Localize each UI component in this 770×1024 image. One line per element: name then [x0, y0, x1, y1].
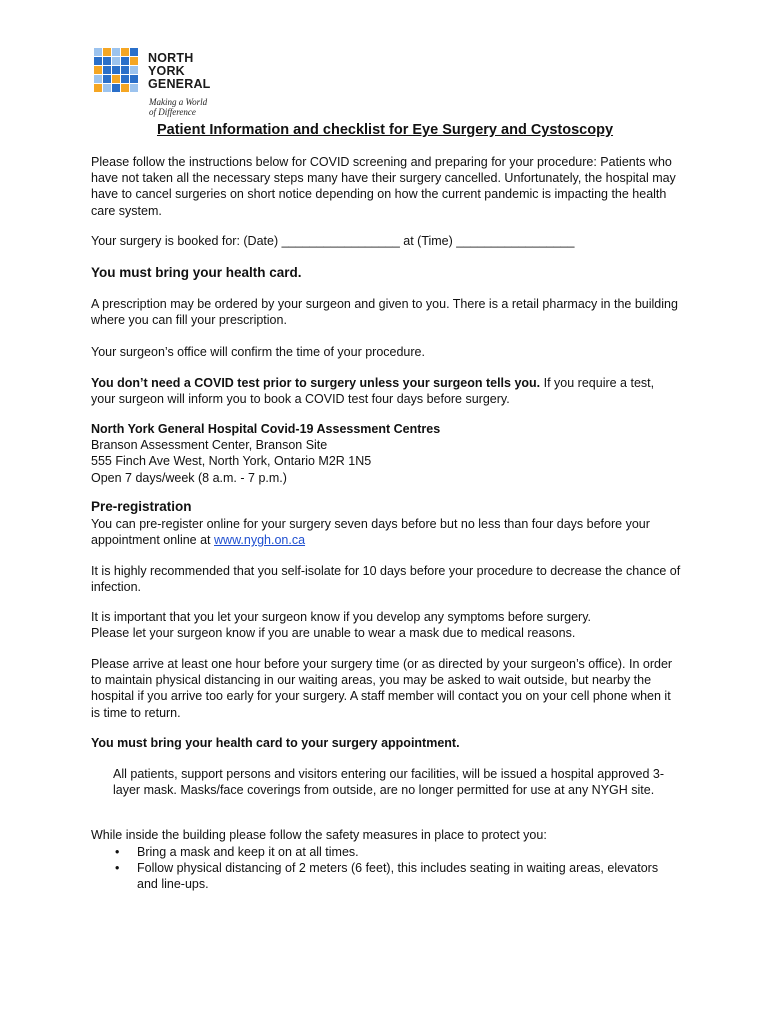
assessment-line: Open 7 days/week (8 a.m. - 7 p.m.)	[91, 470, 287, 485]
health-card-heading: You must bring your health card.	[91, 265, 302, 280]
logo-name-line: GENERAL	[148, 77, 211, 91]
arrival-paragraph: Please arrive at least one hour before your surgery time (or as directed by your surgeon’s office). In order to maintain physical distancing in our waiting areas, you may be asked to wait outside, but nearby the hospital if you arrive too early for your surgery. A staff member will contact you on your cell phone when it is time to return.	[91, 657, 673, 720]
assessment-line: Branson Assessment Center, Branson Site	[91, 438, 328, 453]
logo-name-line: YORK	[148, 64, 185, 78]
symptoms-paragraph	[91, 609, 681, 641]
covid-test-bold: You don’t need a COVID test prior to surgery unless your surgeon tells you.	[91, 376, 541, 390]
list-item	[91, 844, 681, 860]
logo-tagline	[149, 98, 207, 117]
health-card-appointment: You must bring your health card to your surgery appointment.	[91, 736, 460, 750]
assessment-line: 555 Finch Ave West, North York, Ontario M2R 1N5	[91, 454, 372, 469]
logo-mark-icon	[94, 48, 138, 92]
logo-name-line: NORTH	[148, 51, 194, 65]
list-item	[91, 860, 681, 892]
preregistration-heading: Pre-registration	[91, 499, 192, 514]
bullet-icon: •	[115, 861, 120, 876]
logo-tagline-line: of Difference	[149, 106, 196, 117]
self-isolate-paragraph: It is highly recommended that you self-isolate for 10 days before your procedure to decrease the chance of infection.	[91, 564, 681, 595]
confirm-time-paragraph: Your surgeon’s office will confirm the time of your procedure.	[91, 345, 425, 359]
bullet-text: Bring a mask and keep it on at all times.	[137, 845, 359, 859]
assessment-centres	[91, 421, 681, 486]
assessment-heading: North York General Hospital Covid-19 Assessment Centres	[91, 422, 441, 436]
mask-policy-paragraph: All patients, support persons and visitors entering our facilities, will be issued a hospital approved 3-layer mask. Masks/face coverings from outside, are no longer permitted for use at any NYGH site.	[113, 767, 664, 798]
preregistration-paragraph	[91, 516, 681, 548]
prescription-paragraph: A prescription may be ordered by your surgeon and given to you. There is a retail pharmacy in the building where you can fill your prescription.	[91, 297, 678, 328]
logo-name	[148, 52, 211, 91]
covid-test-paragraph	[91, 375, 681, 407]
symptoms-line: It is important that you let your surgeon know if you develop any symptoms before surgery.	[91, 610, 592, 624]
hospital-logo	[94, 48, 254, 120]
symptoms-line: Please let your surgeon know if you are unable to wear a mask due to medical reasons.	[91, 626, 576, 641]
covid-test-rest: If you require a test, your surgeon will inform you to book a COVID test four days before surgery.	[91, 376, 655, 407]
preregistration-text: You can pre-register online for your surgery seven days before but no less than four days before your appointment online at	[91, 517, 650, 548]
safety-intro: While inside the building please follow the safety measures in place to protect you:	[91, 828, 547, 842]
nygh-website-link[interactable]: www.nygh.on.ca	[214, 533, 306, 548]
intro-paragraph: Please follow the instructions below for COVID screening and preparing for your procedure: Patients who have not taken all the necessary steps many have their surgery cancelled. Unfortunately, the hospital may have to cancel surgeries on short notice depending on how the current pandemic is impacting the health care system.	[91, 155, 676, 218]
safety-bullet-list	[91, 844, 681, 893]
logo-tagline-line: Making a World	[149, 97, 208, 107]
booking-line: Your surgery is booked for: (Date) _________________ at (Time) _________________	[91, 234, 575, 248]
bullet-text: Follow physical distancing of 2 meters (6 feet), this includes seating in waiting areas, elevators and line-ups.	[137, 861, 659, 892]
bullet-icon: •	[115, 845, 120, 859]
document-title: Patient Information and checklist for Eye Surgery and Cystoscopy	[156, 122, 614, 138]
